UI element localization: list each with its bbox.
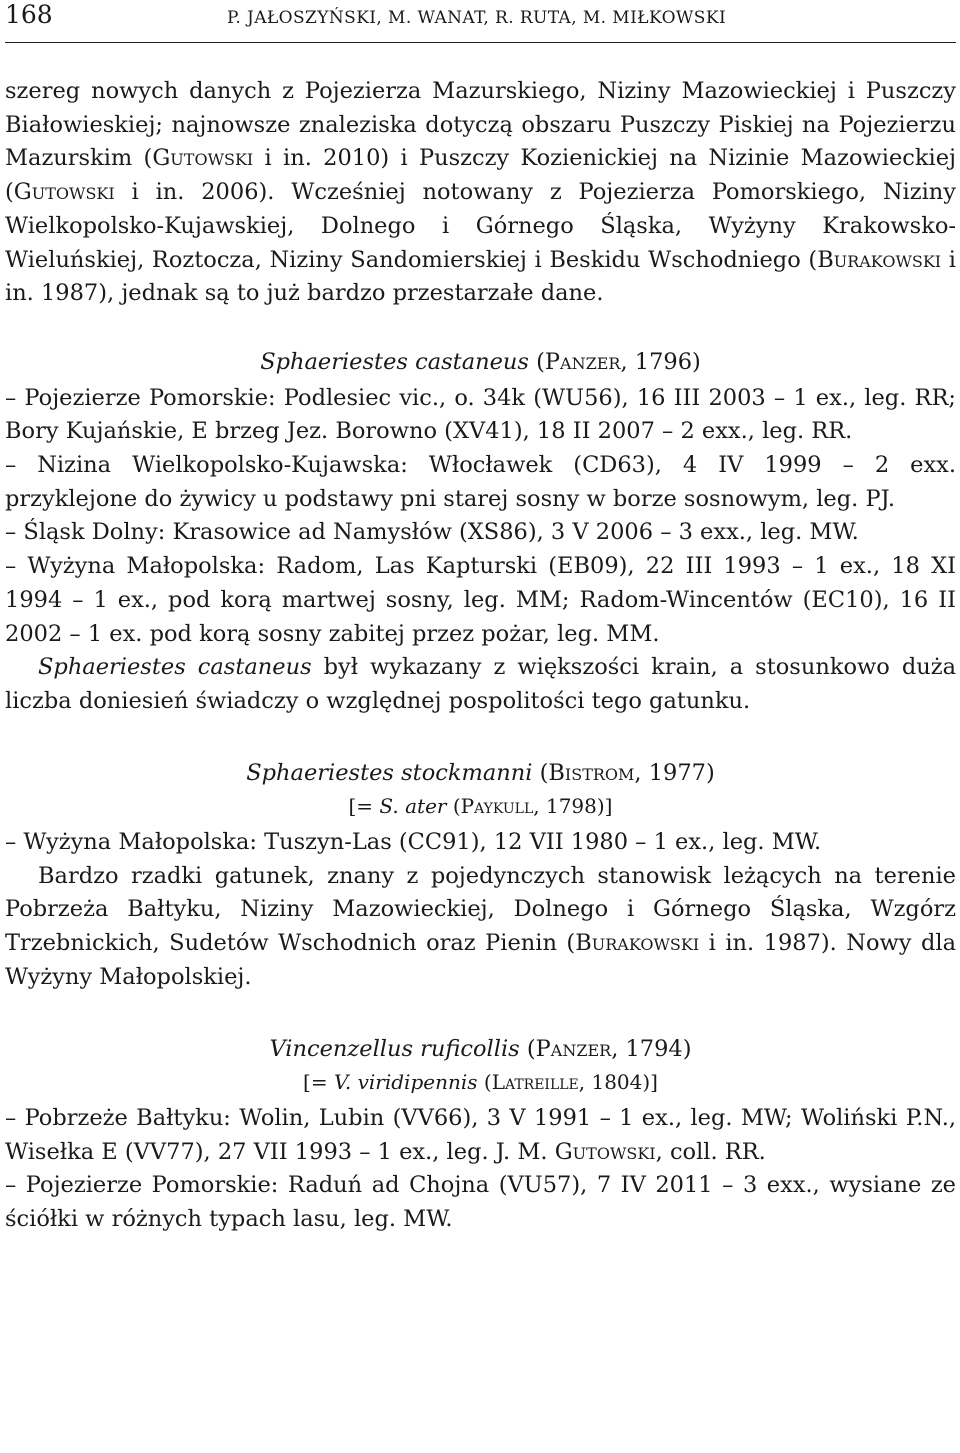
records-stockmanni <box>5 826 956 860</box>
synonym-ruficollis: [= V. viridipennis (Latreille, 1804)] <box>303 1070 658 1095</box>
record-entry: – Wyżyna Małopolska: Radom, Las Kapturski (EB09), 22 III 1993 – 1 ex., 18 XI 1994 – 1 ex., pod korą martwej sosny, leg. MM; Radom-Wincentów (EC10), 16 II 2002 – 1 ex. pod korą sosny zabitej przez pożar, leg. MM. <box>5 553 956 647</box>
running-header <box>5 0 956 43</box>
author-citation: Gutowski <box>13 179 115 206</box>
comment-castaneus: Sphaeriestes castaneus był wykazany z większości krain, a stosunkowo duża liczba doniesień świadczy o względnej pospolitości tego gatunku. <box>5 654 956 714</box>
body-text <box>5 75 956 1237</box>
record-entry: – Pojezierze Pomorskie: Raduń ad Chojna (VU57), 7 IV 2011 – 3 exx., wysiane ze ściółki w różnych typach lasu, leg. MW. <box>5 1172 956 1233</box>
record-entry: – Śląsk Dolny: Krasowice ad Namysłów (XS86), 3 V 2006 – 3 exx., leg. MW. <box>5 519 859 546</box>
author-citation: Burakowski <box>817 246 942 273</box>
author-citation: Gutowski <box>554 1138 656 1165</box>
records-ruficollis <box>5 1102 956 1237</box>
author-citation: Burakowski <box>575 930 700 957</box>
record-entry: – Wyżyna Małopolska: Tuszyn-Las (CC91), 12 VII 1980 – 1 ex., leg. MW. <box>5 829 822 856</box>
record-entry: – Nizina Wielkopolsko-Kujawska: Włocławek (CD63), 4 IV 1999 – 2 exx. przyklejone do żywicy u podstawy pni starej sosny w borze sosnowym, leg. PJ. <box>5 452 956 512</box>
species-heading-stockmanni: Sphaeriestes stockmanni (Bistrom, 1977) <box>246 759 715 786</box>
intro-paragraph: szereg nowych danych z Pojezierza Mazurskiego, Niziny Mazowieckiej i Puszczy Białowieskiej; najnowsze znaleziska dotyczą obszaru Puszczy Piskiej na Pojezierzu Mazurskim (Gutowski i in. 2010) i Puszczy Kozienickiej na Nizinie Mazowieckiej (Gutowski i in. 2006). Wcześniej notowany z Pojezierza Pomorskiego, Niziny Wielkopolsko-Kujawskiej, Dolnego i Górnego Śląska, Wyżyny Krakowsko-Wieluńskiej, Roztocza, Niziny Sandomierskiej i Beskidu Wschodniego (Burakowski i in. 1987), jednak są to już bardzo przestarzałe dane. <box>5 78 956 307</box>
record-entry: – Pojezierze Pomorskie: Podlesiec vic., o. 34k (WU56), 16 III 2003 – 1 ex., leg. RR; Bory Kujańskie, E brzeg Jez. Borowno (XV41), 18 II 2007 – 2 exx., leg. RR. <box>5 384 956 445</box>
running-head-authors: P. JAŁOSZYŃSKI, M. WANAT, R. RUTA, M. MIŁKOWSKI <box>227 8 727 28</box>
synonym-stockmanni: [= S. ater (Paykull, 1798)] <box>348 794 613 819</box>
author-citation: Gutowski <box>152 145 254 172</box>
records-castaneus <box>5 382 956 652</box>
comment-stockmanni: Bardzo rzadki gatunek, znany z pojedynczych stanowisk leżących na terenie Pobrzeża Bałtyku, Niziny Mazowieckiej, Dolnego i Górnego Śląska, Wzgórz Trzebnickich, Sudetów Wschodnich oraz Pienin (Burakowski i in. 1987). Nowy dla Wyżyny Małopolskiej. <box>5 862 956 990</box>
page-number: 168 <box>5 0 53 29</box>
species-heading-castaneus: Sphaeriestes castaneus (Panzer, 1796) <box>260 348 701 375</box>
species-heading-ruficollis: Vincenzellus ruficollis (Panzer, 1794) <box>269 1035 692 1062</box>
record-entry: – Pobrzeże Bałtyku: Wolin, Lubin (VV66), 3 V 1991 – 1 ex., leg. MW; Woliński P.N., Wisełka E (VV77), 27 VII 1993 – 1 ex., leg. J. M. Gutowski, coll. RR. <box>5 1104 956 1165</box>
